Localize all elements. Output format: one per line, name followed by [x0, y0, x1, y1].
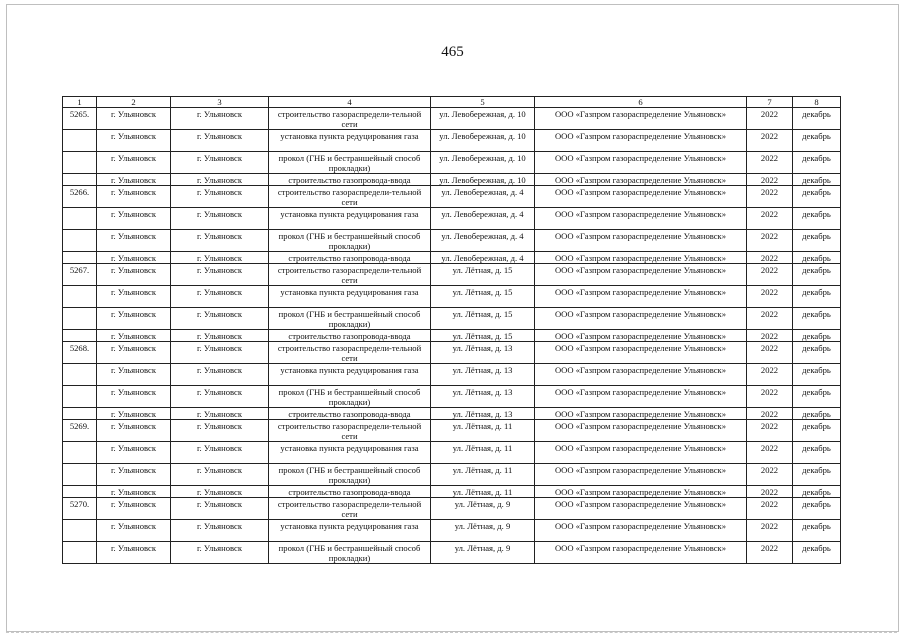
entry-number-cell: 5267.: [63, 264, 97, 286]
address-cell: ул. Лётная, д. 11: [431, 464, 535, 486]
table-row: [63, 330, 841, 342]
address-cell: ул. Лётная, д. 13: [431, 386, 535, 408]
year-cell: 2022: [747, 186, 793, 208]
settlement-cell: г. Ульяновск: [97, 252, 171, 264]
work-type-cell: строительство газопровода-ввода: [269, 408, 431, 420]
month-cell: декабрь: [793, 130, 841, 152]
address-cell: ул. Левобережная, д. 4: [431, 252, 535, 264]
organization-cell: ООО «Газпром газораспределение Ульяновск»: [535, 208, 747, 230]
year-cell: 2022: [747, 498, 793, 520]
entry-number-cell: [63, 386, 97, 408]
work-type-cell: прокол (ГНБ и бестраншейный способ прокладки): [269, 464, 431, 486]
address-cell: ул. Лётная, д. 13: [431, 408, 535, 420]
settlement-cell: г. Ульяновск: [97, 174, 171, 186]
table-row: [63, 464, 841, 486]
column-number-row: [63, 97, 841, 108]
year-cell: 2022: [747, 252, 793, 264]
year-cell: 2022: [747, 208, 793, 230]
work-type-cell: строительство газопровода-ввода: [269, 486, 431, 498]
organization-cell: ООО «Газпром газораспределение Ульяновск»: [535, 330, 747, 342]
year-cell: 2022: [747, 386, 793, 408]
address-cell: ул. Лётная, д. 15: [431, 330, 535, 342]
organization-cell: ООО «Газпром газораспределение Ульяновск»: [535, 420, 747, 442]
district-cell: г. Ульяновск: [171, 174, 269, 186]
table-row: [63, 308, 841, 330]
month-cell: декабрь: [793, 386, 841, 408]
address-cell: ул. Левобережная, д. 4: [431, 230, 535, 252]
district-cell: г. Ульяновск: [171, 208, 269, 230]
table-body: [63, 108, 841, 564]
entry-number-cell: [63, 286, 97, 308]
entry-number-cell: 5268.: [63, 342, 97, 364]
organization-cell: ООО «Газпром газораспределение Ульяновск»: [535, 130, 747, 152]
month-cell: декабрь: [793, 186, 841, 208]
settlement-cell: г. Ульяновск: [97, 342, 171, 364]
settlement-cell: г. Ульяновск: [97, 420, 171, 442]
address-cell: ул. Левобережная, д. 4: [431, 186, 535, 208]
register-table: [62, 96, 841, 564]
address-cell: ул. Лётная, д. 13: [431, 364, 535, 386]
year-cell: 2022: [747, 486, 793, 498]
settlement-cell: г. Ульяновск: [97, 230, 171, 252]
settlement-cell: г. Ульяновск: [97, 264, 171, 286]
settlement-cell: г. Ульяновск: [97, 520, 171, 542]
year-cell: 2022: [747, 264, 793, 286]
organization-cell: ООО «Газпром газораспределение Ульяновск»: [535, 308, 747, 330]
table-row: [63, 342, 841, 364]
district-cell: г. Ульяновск: [171, 286, 269, 308]
district-cell: г. Ульяновск: [171, 420, 269, 442]
organization-cell: ООО «Газпром газораспределение Ульяновск»: [535, 174, 747, 186]
entry-number-cell: [63, 130, 97, 152]
settlement-cell: г. Ульяновск: [97, 208, 171, 230]
district-cell: г. Ульяновск: [171, 108, 269, 130]
month-cell: декабрь: [793, 420, 841, 442]
work-type-cell: строительство газораспредели-тельной сети: [269, 186, 431, 208]
address-cell: ул. Лётная, д. 9: [431, 498, 535, 520]
year-cell: 2022: [747, 108, 793, 130]
work-type-cell: установка пункта редуцирования газа: [269, 520, 431, 542]
table-row: [63, 486, 841, 498]
district-cell: г. Ульяновск: [171, 520, 269, 542]
entry-number-cell: [63, 230, 97, 252]
settlement-cell: г. Ульяновск: [97, 408, 171, 420]
entry-number-cell: 5269.: [63, 420, 97, 442]
entry-number-cell: [63, 252, 97, 264]
table-row: [63, 408, 841, 420]
district-cell: г. Ульяновск: [171, 308, 269, 330]
table-row: [63, 520, 841, 542]
address-cell: ул. Лётная, д. 11: [431, 442, 535, 464]
district-cell: г. Ульяновск: [171, 464, 269, 486]
entry-number-cell: [63, 330, 97, 342]
year-cell: 2022: [747, 152, 793, 174]
year-cell: 2022: [747, 442, 793, 464]
organization-cell: ООО «Газпром газораспределение Ульяновск»: [535, 286, 747, 308]
district-cell: г. Ульяновск: [171, 386, 269, 408]
table-row: [63, 364, 841, 386]
entry-number-cell: [63, 520, 97, 542]
entry-number-cell: [63, 308, 97, 330]
district-cell: г. Ульяновск: [171, 186, 269, 208]
entry-number-cell: [63, 152, 97, 174]
district-cell: г. Ульяновск: [171, 330, 269, 342]
work-type-cell: прокол (ГНБ и бестраншейный способ прокладки): [269, 308, 431, 330]
column-header: 2: [97, 97, 171, 108]
work-type-cell: установка пункта редуцирования газа: [269, 286, 431, 308]
district-cell: г. Ульяновск: [171, 486, 269, 498]
month-cell: декабрь: [793, 152, 841, 174]
month-cell: декабрь: [793, 342, 841, 364]
work-type-cell: прокол (ГНБ и бестраншейный способ прокладки): [269, 230, 431, 252]
table-row: [63, 230, 841, 252]
settlement-cell: г. Ульяновск: [97, 364, 171, 386]
table-row: [63, 186, 841, 208]
month-cell: декабрь: [793, 174, 841, 186]
table-row: [63, 420, 841, 442]
work-type-cell: установка пункта редуцирования газа: [269, 364, 431, 386]
organization-cell: ООО «Газпром газораспределение Ульяновск»: [535, 386, 747, 408]
work-type-cell: строительство газораспредели-тельной сети: [269, 420, 431, 442]
entry-number-cell: [63, 442, 97, 464]
settlement-cell: г. Ульяновск: [97, 498, 171, 520]
year-cell: 2022: [747, 330, 793, 342]
district-cell: г. Ульяновск: [171, 130, 269, 152]
table-row: [63, 130, 841, 152]
work-type-cell: строительство газопровода-ввода: [269, 174, 431, 186]
month-cell: декабрь: [793, 442, 841, 464]
entry-number-cell: 5266.: [63, 186, 97, 208]
table-row: [63, 386, 841, 408]
work-type-cell: строительство газораспредели-тельной сети: [269, 342, 431, 364]
year-cell: 2022: [747, 308, 793, 330]
month-cell: декабрь: [793, 108, 841, 130]
work-type-cell: строительство газораспредели-тельной сети: [269, 264, 431, 286]
organization-cell: ООО «Газпром газораспределение Ульяновск»: [535, 230, 747, 252]
address-cell: ул. Лётная, д. 11: [431, 486, 535, 498]
district-cell: г. Ульяновск: [171, 498, 269, 520]
organization-cell: ООО «Газпром газораспределение Ульяновск»: [535, 108, 747, 130]
entry-number-cell: [63, 208, 97, 230]
work-type-cell: прокол (ГНБ и бестраншейный способ прокладки): [269, 152, 431, 174]
address-cell: ул. Левобережная, д. 10: [431, 152, 535, 174]
year-cell: 2022: [747, 286, 793, 308]
organization-cell: ООО «Газпром газораспределение Ульяновск»: [535, 542, 747, 564]
address-cell: ул. Лётная, д. 11: [431, 420, 535, 442]
column-header: 8: [793, 97, 841, 108]
address-cell: ул. Левобережная, д. 4: [431, 208, 535, 230]
organization-cell: ООО «Газпром газораспределение Ульяновск»: [535, 486, 747, 498]
year-cell: 2022: [747, 230, 793, 252]
table-row: [63, 174, 841, 186]
entry-number-cell: 5265.: [63, 108, 97, 130]
settlement-cell: г. Ульяновск: [97, 386, 171, 408]
entry-number-cell: [63, 408, 97, 420]
settlement-cell: г. Ульяновск: [97, 308, 171, 330]
settlement-cell: г. Ульяновск: [97, 152, 171, 174]
year-cell: 2022: [747, 420, 793, 442]
address-cell: ул. Лётная, д. 15: [431, 264, 535, 286]
month-cell: декабрь: [793, 208, 841, 230]
page-bottom-edge: [6, 632, 897, 633]
organization-cell: ООО «Газпром газораспределение Ульяновск»: [535, 498, 747, 520]
settlement-cell: г. Ульяновск: [97, 286, 171, 308]
month-cell: декабрь: [793, 286, 841, 308]
table-row: [63, 498, 841, 520]
work-type-cell: строительство газораспредели-тельной сети: [269, 498, 431, 520]
district-cell: г. Ульяновск: [171, 152, 269, 174]
table-row: [63, 264, 841, 286]
district-cell: г. Ульяновск: [171, 252, 269, 264]
year-cell: 2022: [747, 520, 793, 542]
month-cell: декабрь: [793, 542, 841, 564]
organization-cell: ООО «Газпром газораспределение Ульяновск»: [535, 252, 747, 264]
district-cell: г. Ульяновск: [171, 230, 269, 252]
address-cell: ул. Левобережная, д. 10: [431, 108, 535, 130]
settlement-cell: г. Ульяновск: [97, 464, 171, 486]
address-cell: ул. Лётная, д. 9: [431, 542, 535, 564]
work-type-cell: строительство газопровода-ввода: [269, 330, 431, 342]
column-header: 6: [535, 97, 747, 108]
entry-number-cell: [63, 174, 97, 186]
month-cell: декабрь: [793, 498, 841, 520]
table-row: [63, 542, 841, 564]
work-type-cell: прокол (ГНБ и бестраншейный способ прокладки): [269, 542, 431, 564]
organization-cell: ООО «Газпром газораспределение Ульяновск»: [535, 264, 747, 286]
organization-cell: ООО «Газпром газораспределение Ульяновск»: [535, 464, 747, 486]
district-cell: г. Ульяновск: [171, 408, 269, 420]
year-cell: 2022: [747, 542, 793, 564]
table-row: [63, 286, 841, 308]
entry-number-cell: 5270.: [63, 498, 97, 520]
address-cell: ул. Лётная, д. 15: [431, 286, 535, 308]
year-cell: 2022: [747, 130, 793, 152]
table-row: [63, 208, 841, 230]
settlement-cell: г. Ульяновск: [97, 442, 171, 464]
settlement-cell: г. Ульяновск: [97, 108, 171, 130]
organization-cell: ООО «Газпром газораспределение Ульяновск»: [535, 186, 747, 208]
month-cell: декабрь: [793, 464, 841, 486]
column-header: 4: [269, 97, 431, 108]
settlement-cell: г. Ульяновск: [97, 330, 171, 342]
entry-number-cell: [63, 364, 97, 386]
table-row: [63, 152, 841, 174]
column-header: 5: [431, 97, 535, 108]
year-cell: 2022: [747, 174, 793, 186]
settlement-cell: г. Ульяновск: [97, 130, 171, 152]
district-cell: г. Ульяновск: [171, 364, 269, 386]
month-cell: декабрь: [793, 308, 841, 330]
settlement-cell: г. Ульяновск: [97, 542, 171, 564]
settlement-cell: г. Ульяновск: [97, 186, 171, 208]
entry-number-cell: [63, 486, 97, 498]
organization-cell: ООО «Газпром газораспределение Ульяновск»: [535, 152, 747, 174]
column-header: 3: [171, 97, 269, 108]
year-cell: 2022: [747, 364, 793, 386]
district-cell: г. Ульяновск: [171, 264, 269, 286]
month-cell: декабрь: [793, 408, 841, 420]
table-row: [63, 252, 841, 264]
year-cell: 2022: [747, 464, 793, 486]
organization-cell: ООО «Газпром газораспределение Ульяновск»: [535, 408, 747, 420]
address-cell: ул. Лётная, д. 9: [431, 520, 535, 542]
organization-cell: ООО «Газпром газораспределение Ульяновск»: [535, 442, 747, 464]
district-cell: г. Ульяновск: [171, 342, 269, 364]
month-cell: декабрь: [793, 252, 841, 264]
work-type-cell: установка пункта редуцирования газа: [269, 442, 431, 464]
district-cell: г. Ульяновск: [171, 542, 269, 564]
organization-cell: ООО «Газпром газораспределение Ульяновск»: [535, 342, 747, 364]
work-type-cell: установка пункта редуцирования газа: [269, 208, 431, 230]
table-row: [63, 108, 841, 130]
month-cell: декабрь: [793, 264, 841, 286]
month-cell: декабрь: [793, 486, 841, 498]
entry-number-cell: [63, 542, 97, 564]
address-cell: ул. Левобережная, д. 10: [431, 130, 535, 152]
year-cell: 2022: [747, 342, 793, 364]
entry-number-cell: [63, 464, 97, 486]
settlement-cell: г. Ульяновск: [97, 486, 171, 498]
table-row: [63, 442, 841, 464]
month-cell: декабрь: [793, 364, 841, 386]
work-type-cell: установка пункта редуцирования газа: [269, 130, 431, 152]
work-type-cell: строительство газораспредели-тельной сети: [269, 108, 431, 130]
work-type-cell: прокол (ГНБ и бестраншейный способ прокладки): [269, 386, 431, 408]
column-header: 7: [747, 97, 793, 108]
address-cell: ул. Лётная, д. 15: [431, 308, 535, 330]
address-cell: ул. Левобережная, д. 10: [431, 174, 535, 186]
month-cell: декабрь: [793, 520, 841, 542]
district-cell: г. Ульяновск: [171, 442, 269, 464]
work-type-cell: строительство газопровода-ввода: [269, 252, 431, 264]
organization-cell: ООО «Газпром газораспределение Ульяновск»: [535, 520, 747, 542]
year-cell: 2022: [747, 408, 793, 420]
page-number: 465: [441, 44, 464, 60]
month-cell: декабрь: [793, 230, 841, 252]
column-header: 1: [63, 97, 97, 108]
month-cell: декабрь: [793, 330, 841, 342]
organization-cell: ООО «Газпром газораспределение Ульяновск»: [535, 364, 747, 386]
address-cell: ул. Лётная, д. 13: [431, 342, 535, 364]
